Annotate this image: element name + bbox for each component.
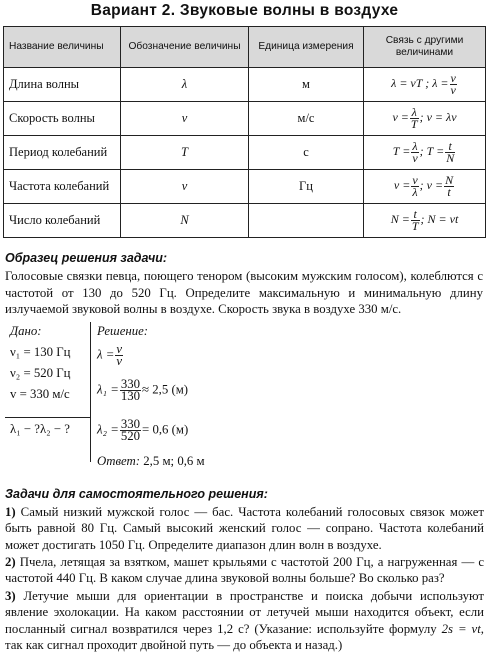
task-item: 3) Летучие мыши для ориентации в пространстве и поиска добычи используют явление эхолокации. На каком расстоянии от летучей мыши находится объект, если посланный сигнал возвратился через 1,2 с? (Указание: используйте формулу 2s = vt, так как сигнал проходит двойной путь — до объекта и назад.) (5, 589, 484, 652)
tasks-heading: Задачи для самостоятельного решения: (5, 487, 268, 501)
solution-label: Решение: (97, 324, 149, 338)
task-item: 2) Пчела, летящая за взятком, машет крыльями с частотой 200 Гц, а нагруженная — с частотой 440 Гц. В каком случае длина звуковой волны больше? Во сколько раз? (5, 555, 484, 586)
row-unit: Гц (249, 170, 364, 204)
table-row (4, 102, 486, 136)
row-unit: м/с (249, 102, 364, 136)
row-formula: λ = νT ; λ = $\frac{v}{\nu}$ (364, 68, 486, 102)
task-item: 1) Самый низкий мужской голос — бас. Частота колебаний голосовых связок может быть равной 80 Гц. Самый высокий женский голос — сопрано. Частота колебаний может достигать 1050 Гц. Определите диапазон длин волн в воздухе. (5, 505, 484, 552)
row-name: Длина волны (4, 68, 121, 102)
column-header-name: Название величины (4, 27, 121, 68)
given-label: Дано: (10, 324, 42, 338)
given-item: ν₁ = 130 Гц (10, 345, 71, 359)
example-problem-text: Голосовые связки певца, поющего тенором (высоким мужским голосом), колеблются с частотой от 130 до 520 Гц. Определите максимальную и минимальную длину излучаемой звуковой волны в воздухе. Скорость звука в воздухе 330 м/с. (5, 269, 483, 316)
table-row (4, 170, 486, 204)
row-symbol: N (121, 204, 249, 238)
row-formula: ν = $\frac{v}{\lambda}$ ; ν = $\frac{N}{t}$ (364, 170, 486, 204)
row-unit: с (249, 136, 364, 170)
row-symbol: T (121, 136, 249, 170)
row-unit (249, 204, 364, 238)
row-symbol: ν (121, 170, 249, 204)
column-header-symbol: Обозначение величины (121, 27, 249, 68)
solution-step-2: λ₂ = $\frac{330}{520}$ = 0,6 (м) (97, 417, 189, 443)
solution-step-1: λ₁ = $\frac{330}{130}$ ≈ 2,5 (м) (97, 377, 189, 403)
table-row (4, 68, 486, 102)
table-row (4, 136, 486, 170)
given-item: v = 330 м/с (10, 387, 70, 401)
quantities-table (3, 26, 486, 238)
row-symbol: v (121, 102, 249, 136)
solution-answer: Ответ: 2,5 м; 0,6 м (97, 454, 205, 468)
example-heading: Образец решения задачи: (5, 251, 168, 265)
given-block (5, 322, 87, 462)
find-item: λ₁ − ?λ₂ − ? (10, 422, 70, 436)
column-header-unit: Единица измерения (249, 27, 364, 68)
row-symbol: λ (121, 68, 249, 102)
page-title: Вариант 2. Звуковые волны в воздухе (90, 2, 399, 19)
row-unit: м (249, 68, 364, 102)
solution-formula: λ = $\frac{v}{\nu}$ (97, 342, 123, 368)
row-formula: v = $\frac{\lambda}{T}$ ; v = λν (364, 102, 486, 136)
given-divider-horizontal (5, 417, 91, 418)
row-formula: N = $\frac{t}{T}$ ; N = νt (364, 204, 486, 238)
table-row (4, 204, 486, 238)
row-name: Частота колебаний (4, 170, 121, 204)
given-item: ν₂ = 520 Гц (10, 366, 71, 380)
row-formula: T = $\frac{\lambda}{v}$ ; T = $\frac{t}{N}$ (364, 136, 486, 170)
row-name: Период колебаний (4, 136, 121, 170)
row-name: Скорость волны (4, 102, 121, 136)
table-header-row (4, 27, 486, 68)
given-divider-vertical (90, 322, 91, 462)
row-name: Число колебаний (4, 204, 121, 238)
column-header-relation: Связь с другими величинами (364, 27, 486, 68)
